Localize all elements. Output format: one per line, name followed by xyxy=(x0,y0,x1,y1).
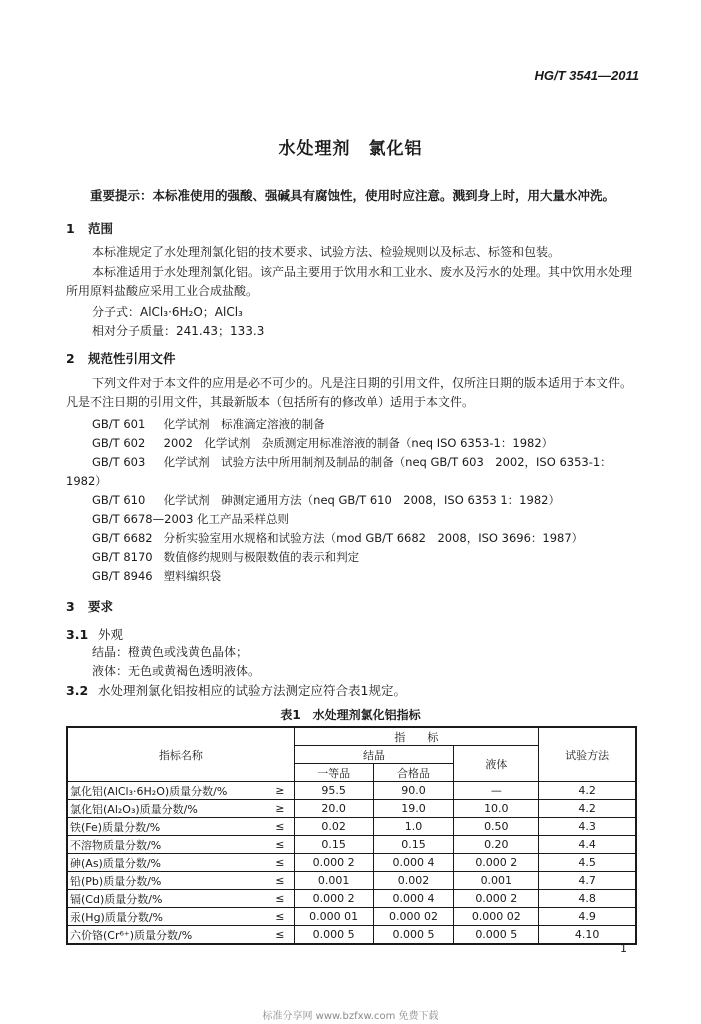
reference-title: 化学试剂 标准滴定溶液的制备 xyxy=(163,417,325,431)
row-comparator: ≥ xyxy=(266,800,294,818)
reference-code: GB/T 8946 xyxy=(92,569,153,583)
row-comparator: ≤ xyxy=(266,890,294,908)
row-method: 4.5 xyxy=(539,854,636,872)
row-liquid: 0.000 2 xyxy=(454,890,539,908)
subsection-text: 水处理剂氯化铝按相应的试验方法测定应符合表1规定。 xyxy=(98,683,406,698)
reference-title: 化工产品采样总则 xyxy=(197,512,290,526)
section-2-heading xyxy=(66,349,176,367)
row-comparator: ≤ xyxy=(266,908,294,926)
reference-wrap: 1982） xyxy=(66,474,107,488)
section-title: 要求 xyxy=(88,599,114,614)
header-qualified: 合格品 xyxy=(373,764,454,782)
reference-item xyxy=(92,416,325,432)
row-liquid: — xyxy=(454,782,539,800)
row-name: 六价铬(Cr⁶⁺)质量分数/% xyxy=(67,926,266,945)
row-comparator: ≤ xyxy=(266,926,294,945)
row-qualified: 0.000 4 xyxy=(373,854,454,872)
row-method: 4.3 xyxy=(539,818,636,836)
table-row xyxy=(67,926,636,945)
row-method: 4.8 xyxy=(539,890,636,908)
row-comparator: ≤ xyxy=(266,872,294,890)
row-first-grade: 0.000 2 xyxy=(294,890,373,908)
subsection-3-2 xyxy=(66,681,406,699)
subsection-title: 外观 xyxy=(98,627,124,642)
reference-code: GB/T 602 xyxy=(92,436,146,450)
row-name: 铅(Pb)质量分数/% xyxy=(67,872,266,890)
row-qualified: 0.000 4 xyxy=(373,890,454,908)
reference-code: GB/T 610 xyxy=(92,493,146,507)
scope-paragraph-2: 本标准适用于水处理剂氯化铝。该产品主要用于饮用水和工业水、废水及污水的处理。其中饮用水处理所用原料盐酸应采用工业合成盐酸。 xyxy=(66,265,633,298)
row-comparator: ≤ xyxy=(266,854,294,872)
table-row xyxy=(67,782,636,800)
row-first-grade: 0.000 2 xyxy=(294,854,373,872)
row-qualified: 19.0 xyxy=(373,800,454,818)
row-method: 4.10 xyxy=(539,926,636,945)
reference-title: 化学试剂 试验方法中所用制剂及制品的制备（neq GB/T 603 2002，ISO 6353-1： xyxy=(163,455,612,469)
appearance-solid: 结晶：橙黄色或浅黄色晶体； xyxy=(92,645,249,659)
row-first-grade: 0.000 01 xyxy=(294,908,373,926)
row-qualified: 90.0 xyxy=(373,782,454,800)
row-name: 氯化铝(AlCl₃·6H₂O)质量分数/% xyxy=(67,782,266,800)
reference-code: GB/T 6678—2003 xyxy=(92,512,194,526)
reference-code: GB/T 6682 xyxy=(92,531,153,545)
section-number: 1 xyxy=(66,221,75,236)
reference-item xyxy=(92,511,289,527)
reference-title: 塑料编织袋 xyxy=(163,569,222,583)
reference-code: GB/T 601 xyxy=(92,417,146,431)
row-qualified: 0.002 xyxy=(373,872,454,890)
header-first-grade: 一等品 xyxy=(294,764,373,782)
reference-code: GB/T 8170 xyxy=(92,550,153,564)
row-name: 汞(Hg)质量分数/% xyxy=(67,908,266,926)
reference-item xyxy=(92,492,560,508)
row-name: 镉(Cd)质量分数/% xyxy=(67,890,266,908)
section-number: 3 xyxy=(66,599,75,614)
subsection-number: 3.2 xyxy=(66,683,89,698)
row-first-grade: 20.0 xyxy=(294,800,373,818)
row-liquid: 0.20 xyxy=(454,836,539,854)
section-title: 规范性引用文件 xyxy=(88,351,176,366)
row-liquid: 0.000 5 xyxy=(454,926,539,945)
row-first-grade: 0.02 xyxy=(294,818,373,836)
reference-title: 分析实验室用水规格和试验方法（mod GB/T 6682 2008，ISO 3696：1987） xyxy=(163,531,584,545)
reference-code: GB/T 603 xyxy=(92,455,146,469)
table-caption: 表1 水处理剂氯化铝指标 xyxy=(280,708,421,722)
header-test-method: 试验方法 xyxy=(539,727,636,782)
section-3-heading xyxy=(66,597,113,615)
row-liquid: 0.000 2 xyxy=(454,854,539,872)
header-item-name: 指标名称 xyxy=(67,727,294,782)
reference-title: 2002 化学试剂 杂质测定用标准溶液的制备（neq ISO 6353-1：1982） xyxy=(163,436,554,450)
section-title: 范围 xyxy=(88,221,114,236)
row-first-grade: 0.000 5 xyxy=(294,926,373,945)
page-number: 1 xyxy=(620,942,627,955)
appearance-liquid: 液体：无色或黄褐色透明液体。 xyxy=(92,664,261,678)
indicator-table xyxy=(66,726,637,945)
section-1-heading xyxy=(66,219,113,237)
subsection-3-1-heading xyxy=(66,625,123,643)
row-comparator: ≥ xyxy=(266,782,294,800)
table-row xyxy=(67,872,636,890)
reference-item xyxy=(92,549,359,565)
standard-code: HG/T 3541—2011 xyxy=(534,68,639,83)
section-number: 2 xyxy=(66,351,75,366)
row-first-grade: 0.001 xyxy=(294,872,373,890)
table-row xyxy=(67,890,636,908)
row-method: 4.9 xyxy=(539,908,636,926)
subsection-number: 3.1 xyxy=(66,627,89,642)
document-title: 水处理剂 氯化铝 xyxy=(278,139,423,159)
scope-paragraph-1: 本标准规定了水处理剂氯化铝的技术要求、试验方法、检验规则以及标志、标签和包装。 xyxy=(92,245,561,259)
row-first-grade: 0.15 xyxy=(294,836,373,854)
row-name: 氯化铝(Al₂O₃)质量分数/% xyxy=(67,800,266,818)
table-row xyxy=(67,908,636,926)
molecular-formula: 分子式：AlCl₃·6H₂O；AlCl₃ xyxy=(92,305,243,319)
reference-item xyxy=(92,568,221,584)
table-row xyxy=(67,800,636,818)
row-comparator: ≤ xyxy=(266,836,294,854)
header-liquid: 液体 xyxy=(454,746,539,782)
row-first-grade: 95.5 xyxy=(294,782,373,800)
row-name: 砷(As)质量分数/% xyxy=(67,854,266,872)
table-row xyxy=(67,854,636,872)
header-solid: 结晶 xyxy=(294,746,454,764)
row-method: 4.2 xyxy=(539,800,636,818)
safety-notice: 重要提示：本标准使用的强酸、强碱具有腐蚀性，使用时应注意。溅到身上时，用大量水冲洗。 xyxy=(90,188,616,203)
molecular-mass: 相对分子质量：241.43；133.3 xyxy=(92,324,265,338)
references-intro: 下列文件对于本文件的应用是必不可少的。凡是注日期的引用文件，仅所注日期的版本适用于本文件。凡是不注日期的引用文件，其最新版本（包括所有的修改单）适用于本文件。 xyxy=(66,376,633,409)
header-index: 指 标 xyxy=(294,727,539,746)
table-row xyxy=(67,836,636,854)
row-liquid: 0.001 xyxy=(454,872,539,890)
reference-item xyxy=(92,530,583,546)
row-name: 不溶物质量分数/% xyxy=(67,836,266,854)
row-qualified: 0.000 5 xyxy=(373,926,454,945)
row-method: 4.2 xyxy=(539,782,636,800)
table-row xyxy=(67,818,636,836)
row-liquid: 10.0 xyxy=(454,800,539,818)
reference-title: 数值修约规则与极限数值的表示和判定 xyxy=(163,550,360,564)
row-method: 4.4 xyxy=(539,836,636,854)
row-liquid: 0.50 xyxy=(454,818,539,836)
row-method: 4.7 xyxy=(539,872,636,890)
reference-title: 化学试剂 砷测定通用方法（neq GB/T 610 2008，ISO 6353 1：1982） xyxy=(163,493,560,507)
row-qualified: 0.15 xyxy=(373,836,454,854)
row-qualified: 0.000 02 xyxy=(373,908,454,926)
reference-item xyxy=(92,435,553,451)
row-qualified: 1.0 xyxy=(373,818,454,836)
footer-watermark: 标准分享网 www.bzfxw.com 免费下载 xyxy=(262,1011,439,1022)
reference-item xyxy=(92,454,612,470)
row-name: 铁(Fe)质量分数/% xyxy=(67,818,266,836)
row-comparator: ≤ xyxy=(266,818,294,836)
row-liquid: 0.000 02 xyxy=(454,908,539,926)
